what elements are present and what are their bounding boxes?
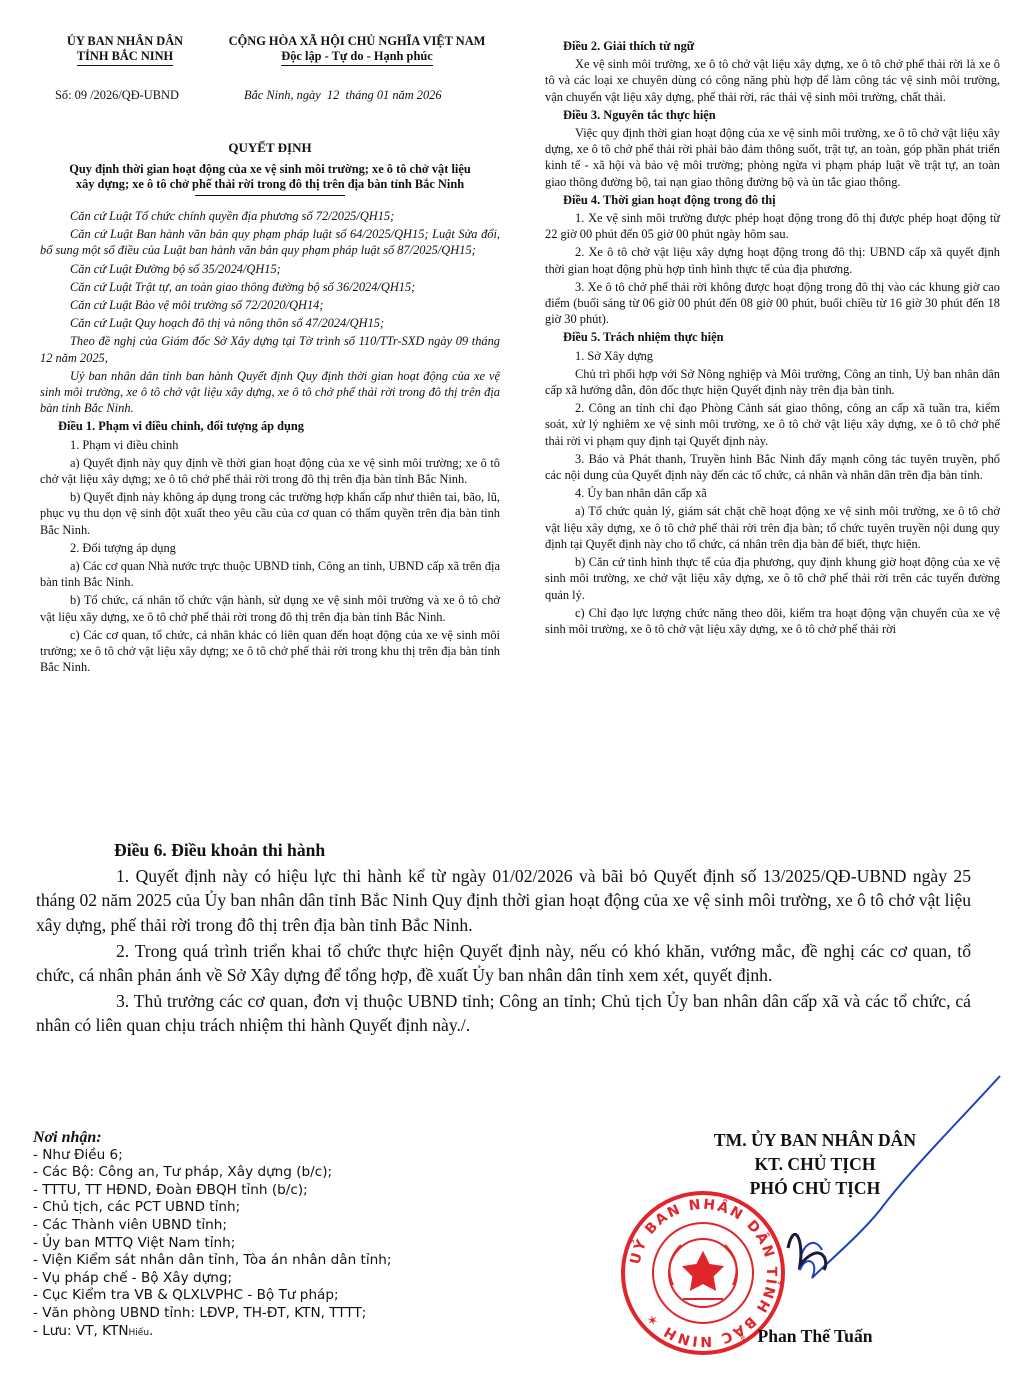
recipient-item: - Các Thành viên UBND tỉnh; [33, 1216, 227, 1233]
left-column [40, 208, 500, 677]
article-6-section [36, 838, 971, 1040]
recipient-item: - Như Điều 6; [33, 1146, 123, 1163]
article-paragraph: b) Quyết định này không áp dụng trong các trường hợp khẩn cấp như thiên tai, bão, lũ, phục vụ thu dọn vệ sinh đột xuất theo yêu cầu của cơ quan có thẩm quyền trên địa bàn tỉnh Bắc Ninh. [40, 490, 500, 537]
handwritten-signature-icon [760, 1070, 1010, 1290]
article-4-title: Điều 4. Thời gian hoạt động trong đô thị [563, 192, 776, 207]
recipient-item-archive [33, 1323, 391, 1343]
svg-text:UỶ BAN NHÂN DÂN TỈNH BẮC NINH: UỶ BAN NHÂN DÂN TỈNH BẮC NINH ✶ [627, 1196, 780, 1350]
article-paragraph: b) Tổ chức, cá nhân tổ chức vận hành, sử dụng xe vệ sinh môi trường và xe ô tô chở vật liệu xây dựng, xe ô tô chở phế thải rời trong đô thị trên địa bàn tỉnh Bắc Ninh. [40, 593, 500, 624]
article-paragraph: c) Chỉ đạo lực lượng chức năng theo dõi, kiểm tra hoạt động vận chuyển của xe vệ sinh môi trường, xe ô tô chở vật liệu xây dựng, xe ô tô chở phế thải rời [545, 605, 1000, 636]
article-1-title: Điều 1. Phạm vi điều chỉnh, đối tượng áp dụng [58, 419, 304, 434]
document-title: QUYẾT ĐỊNH [228, 140, 312, 155]
article-paragraph: b) Căn cứ tình hình thực tế của địa phương, quy định khung giờ hoạt động của xe vệ sinh môi trường, xe chở vật liệu xây dựng, xe ô tô chở phế thải rời trên các tuyến đường quản lý. [545, 555, 1000, 602]
article-paragraph: Chủ trì phối hợp với Sở Nông nghiệp và Môi trường, Công an tỉnh, Uỷ ban nhân dân cấp xã hướng dẫn, đôn đốc thực hiện Quyết định này trên địa bàn tỉnh. [545, 366, 1000, 398]
recipient-item: - Các Bộ: Công an, Tư pháp, Xây dựng (b/c); [33, 1164, 333, 1181]
document-subtitle [40, 162, 500, 196]
article-paragraph: 2. Trong quá trình triển khai tổ chức thực hiện Quyết định này, nếu có khó khăn, vướng mắc, đề nghị các cơ quan, tổ chức, cá nhân phản ánh về Sở Xây dựng để tổng hợp, đề xuất Ủy ban nhân dân tỉnh xem xét, quyết định. [36, 940, 971, 986]
recipient-item: - Văn phòng UBND tỉnh: LĐVP, TH-ĐT, KTN, TTTT; [33, 1304, 367, 1321]
signature-line1: TM. ỦY BAN NHÂN DÂN [713, 1130, 917, 1150]
article-paragraph: Xe vệ sinh môi trường, xe ô tô chở vật liệu xây dựng, xe ô tô chở phế thải rời là xe ô tô và các loại xe chuyên dùng có công năng phù hợp để làm công tác vệ sinh môi trường, vận chuyển vật liệu xây dựng, phế thải rời, rác thải vệ sinh môi trường, chất thải. [545, 57, 1000, 104]
article-paragraph: 3. Thủ trưởng các cơ quan, đơn vị thuộc UBND tỉnh; Công an tỉnh; Chủ tịch Ủy ban nhân dân cấp xã và các tổ chức, cá nhân có liên quan chịu trách nhiệm thi hành Quyết định này./. [36, 991, 971, 1036]
agency-line2: TỈNH BẮC NINH [77, 49, 173, 66]
nation-header [212, 34, 502, 66]
legal-basis: Căn cứ Luật Quy hoạch đô thị và nông thôn số 47/2024/QH15; [70, 316, 385, 331]
subtitle-line2: xây dựng; xe ô tô chở phế thải rời trong đô thị trên địa bàn tỉnh Bắc Ninh [75, 177, 465, 191]
recipients-title: Nơi nhận: [33, 1129, 102, 1146]
article-paragraph: a) Quyết định này quy định về thời gian hoạt động của xe vệ sinh môi trường; xe ô tô chở vật liệu xây dựng; xe ô tô chở phế thải rời trong đô thị trên địa bàn tỉnh Bắc Ninh. [40, 455, 500, 487]
archive-initial: Hiếu [128, 1327, 150, 1338]
legal-basis: Căn cứ Luật Bảo vệ môi trường số 72/2020/QH14; [70, 298, 324, 313]
article-paragraph: 1. Phạm vi điều chỉnh [70, 437, 179, 452]
legal-basis: Căn cứ Luật Đường bộ số 35/2024/QH15; [70, 261, 281, 276]
legal-basis: Căn cứ Luật Trật tự, an toàn giao thông đường bộ số 36/2024/QH15; [70, 279, 416, 294]
legal-basis: Uỷ ban nhân dân tỉnh ban hành Quyết định Quy định thời gian hoạt động của xe vệ sinh môi trường, xe ô tô chở vật liệu xây dựng, xe ô tô chở phế thải rời trong đô thị trên địa bàn tỉnh Bắc Ninh. [40, 368, 500, 416]
article-3-title: Điều 3. Nguyên tắc thực hiện [563, 107, 716, 122]
nation-line1: CỘNG HÒA XÃ HỘI CHỦ NGHĨA VIỆT NAM [228, 34, 486, 48]
legal-basis: Căn cứ Luật Tổ chức chính quyền địa phương số 72/2025/QH15; [70, 209, 395, 223]
article-paragraph: a) Các cơ quan Nhà nước trực thuộc UBND tỉnh, Công an tỉnh, UBND cấp xã trên địa bàn tỉnh Bắc Ninh. [40, 559, 500, 590]
recipient-item: - Ủy ban MTTQ Việt Nam tỉnh; [33, 1234, 236, 1251]
article-5-title: Điều 5. Trách nhiệm thực hiện [563, 330, 724, 345]
agency-line1: ỦY BAN NHÂN DÂN [66, 34, 184, 48]
recipient-item: - TTTU, TT HĐND, Đoàn ĐBQH tỉnh (b/c); [33, 1181, 308, 1198]
nation-line2: Độc lập - Tự do - Hạnh phúc [281, 49, 432, 66]
right-column [545, 36, 1000, 639]
article-paragraph: 4. Ủy ban nhân dân cấp xã [575, 486, 707, 501]
place-date: Bắc Ninh, ngày 12 tháng 01 năm 2026 [244, 88, 442, 102]
archive-main: - Lưu: VT, KTN [33, 1322, 129, 1339]
article-2-title: Điều 2. Giải thích từ ngữ [563, 39, 695, 53]
article-paragraph: Việc quy định thời gian hoạt động của xe vệ sinh môi trường, xe ô tô chở vật liệu xây dựng, xe ô tô chở phế thải rời phải bảo đảm thông suốt, trật tự, an toàn, góp phần phát triển kinh tế - xã hội và bảo vệ môi trường; phòng ngừa vi phạm pháp luật về trật tự, an toàn giao thông đường bộ, tai nạn giao thông đường bộ và ùn tắc giao thông. [545, 126, 1000, 189]
article-paragraph: 2. Công an tỉnh chỉ đạo Phòng Cảnh sát giao thông, công an cấp xã tuần tra, kiểm soát, xử lý nghiêm xe vệ sinh môi trường, xe ô tô chở vật liệu xây dựng, xe ô tô chở phế thải rời vi phạm quy định tại Quyết định này. [545, 401, 1000, 448]
signer-name: Phan Thế Tuấn [757, 1326, 873, 1346]
article-paragraph: 3. Báo và Phát thanh, Truyền hình Bắc Ninh đẩy mạnh công tác tuyên truyền, phổ các nội dung của Quyết định này đến các tổ chức, cá nhân và nhân dân trên địa bàn tỉnh. [545, 451, 1000, 483]
legal-basis: Theo đề nghị của Giám đốc Sở Xây dựng tại Tờ trình số 110/TTr-SXD ngày 09 tháng 12 năm 2025, [40, 334, 500, 365]
document-number: Số: 09 /2026/QĐ-UBND [55, 88, 179, 102]
article-paragraph: 3. Xe ô tô chở phế thải rời không được hoạt động trong đô thị vào các khung giờ cao điểm (buổi sáng từ 06 giờ 00 phút đến 08 giờ 00 phút, buổi chiều từ 16 giờ 30 phút đến 18 giờ 30 phút). [545, 279, 1000, 327]
article-paragraph: 1. Xe vệ sinh môi trường được phép hoạt động trong đô thị được phép hoạt động từ 22 giờ 00 phút đến 05 giờ 00 phút ngày hôm sau. [545, 211, 1000, 242]
recipient-item: - Vụ pháp chế - Bộ Xây dựng; [33, 1269, 233, 1286]
title-underline [195, 195, 345, 196]
recipients-list [33, 1129, 391, 1342]
signature-line3: PHÓ CHỦ TỊCH [749, 1178, 881, 1198]
archive-end: . [149, 1322, 154, 1339]
article-6-title: Điều 6. Điều khoản thi hành [114, 840, 326, 860]
recipient-item: - Cục Kiểm tra VB & QLXLVPHC - Bộ Tư pháp; [33, 1287, 339, 1304]
article-paragraph: 1. Sở Xây dựng [575, 348, 653, 363]
article-paragraph: c) Các cơ quan, tổ chức, cá nhân khác có liên quan đến hoạt động của xe vệ sinh môi trường; xe ô tô chở vật liệu xây dựng; xe ô tô chở phế thải rời trong khu thị trên địa bàn tỉnh Bắc Ninh. [40, 627, 500, 675]
recipient-item: - Viện Kiểm sát nhân dân tỉnh, Tòa án nhân dân tỉnh; [33, 1252, 392, 1269]
article-paragraph: 2. Xe ô tô chở vật liệu xây dựng hoạt động trong đô thị: UBND cấp xã quyết định thời gian hoạt động phù hợp tình hình thực tế của địa phương. [545, 245, 1000, 276]
article-paragraph: 1. Quyết định này có hiệu lực thi hành kể từ ngày 01/02/2026 và bãi bỏ Quyết định số 13/2025/QĐ-UBND ngày 25 tháng 02 năm 2025 của Ủy ban nhân dân tỉnh Bắc Ninh Quy định thời gian hoạt động của xe vệ sinh môi trường, xe ô tô chở vật liệu xây dựng, phế thải rời trong đô thị trên địa bàn tỉnh Bắc Ninh. [36, 866, 971, 935]
agency-header [40, 34, 210, 66]
signature-line2: KT. CHỦ TỊCH [754, 1154, 876, 1174]
recipient-item: - Chủ tịch, các PCT UBND tỉnh; [33, 1199, 241, 1216]
legal-basis: Căn cứ Luật Ban hành văn bản quy phạm pháp luật số 64/2025/QH15; Luật Sửa đổi, bổ sung một số điều của Luật ban hành văn bản quy phạm pháp luật số 87/2025/QH15; [40, 227, 500, 258]
article-paragraph: a) Tổ chức quản lý, giám sát chặt chẽ hoạt động xe vệ sinh môi trường, xe ô tô chở vật liệu xây dựng, xe ô tô chở phế thải rời trên địa bàn; tổ chức tuyên truyền nội dung quy định tại Quyết định này cho tổ chức, cá nhân trên địa bàn để biết, thực hiện. [545, 504, 1000, 551]
article-paragraph: 2. Đối tượng áp dụng [70, 540, 176, 555]
subtitle-line1: Quy định thời gian hoạt động của xe vệ sinh môi trường; xe ô tô chở vật liệu [69, 162, 471, 176]
